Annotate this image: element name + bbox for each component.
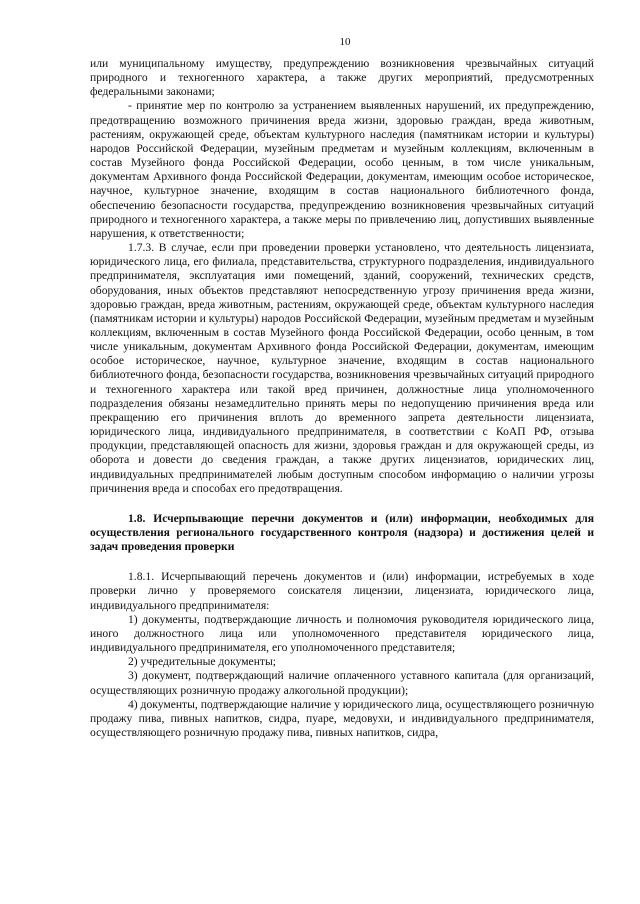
list-item: 2) учредительные документы; xyxy=(128,655,276,669)
page-number: 10 xyxy=(339,36,351,48)
list-item: 3) документ, подтверждающий наличие оплаченного уставного капитала (для организаций, осуществляющих розничную продажу алкогольной продукции); xyxy=(90,669,594,697)
paragraph: или муниципальному имуществу, предупреждению возникновения чрезвычайных ситуаций природного и техногенного характера, а также других мероприятий, предусмотренных федеральными законами; xyxy=(90,57,594,99)
paragraph: 1.8.1. Исчерпывающий перечень документов и (или) информации, истребуемых в ходе проверки лично у проверяемого соискателя лицензии, лицензиата, юридического лица, индивидуального предпринимателя: xyxy=(90,570,594,612)
list-item: 1) документы, подтверждающие личность и полномочия руководителя юридического лица, иного должностного лица или уполномоченного представителя юридического лица, индивидуального предпринимателя, его уполномоченного представителя; xyxy=(90,612,594,655)
paragraph: - принятие мер по контролю за устранением выявленных нарушений, их предупреждению, предотвращению возможного причинения вреда жизни, здоровью граждан, вреда животным, растениям, окружающей среде, объектам культурного наследия (памятникам истории и культуры) народов Российской Федерации, музейным предметам и музейным коллекциям, включенным в состав Музейного фонда Российской Федерации, особо ценным, в том числе уникальным, документам Архивного фонда Российской Федерации, документам, имеющим особое историческое, научное, культурное значение, входящим в состав национального библиотечного фонда, обеспечению безопасности государства, предупреждению возникновения чрезвычайных ситуаций природного и техногенного характера, а также меры по привлечению лиц, допустивших выявленные нарушения, к ответственности; xyxy=(90,99,594,240)
list-item: 4) документы, подтверждающие наличие у юридического лица, осуществляющего розничную продажу пива, пивных напитков, сидра, пуаре, медовухи, и индивидуального предпринимателя, осуществляющего розничную продажу пива, пивных напитков, сидра, xyxy=(90,697,594,740)
section-heading: 1.8. Исчерпывающие перечни документов и (или) информации, необходимых для осуществления регионального государственного контроля (надзора) и достижения целей и задач проведения проверки xyxy=(90,511,594,554)
paragraph: 1.7.3. В случае, если при проведении проверки установлено, что деятельность лицензиата, юридического лица, его филиала, представительства, структурного подразделения, индивидуального предпринимателя, эксплуатация ими помещений, зданий, сооружений, технических средств, оборудования, иных объектов представляют непосредственную угрозу причинения вреда жизни, здоровью граждан, вреда животным, растениям, окружающей среде, объектам культурного наследия (памятникам истории и культуры) народов Российской Федерации, музейным предметам и музейным коллекциям, включенным в состав Музейного фонда Российской Федерации, особо ценным, в том числе уникальным, документам Архивного фонда Российской Федерации, документам, имеющим особое историческое, научное, культурное значение, входящим в состав национального библиотечного фонда, безопасности государства, возникновения чрезвычайных ситуаций природного и техногенного характера или такой вред причинен, должностные лица уполномоченного подразделения обязаны незамедлительно принять меры по недопущению причинения вреда или прекращению его причинения вплоть до временного запрета деятельности лицензиата, юридического лица, индивидуального предпринимателя, в соответствии с КоАП РФ, отзыва продукции, представляющей опасность для жизни, здоровья граждан и для окружающей среды, из оборота и довести до сведения граждан, а также других лицензиатов, юридических лиц, индивидуальных предпринимателей любым доступным способом информацию о наличии угрозы причинения вреда и способах его предотвращения. xyxy=(90,241,594,495)
